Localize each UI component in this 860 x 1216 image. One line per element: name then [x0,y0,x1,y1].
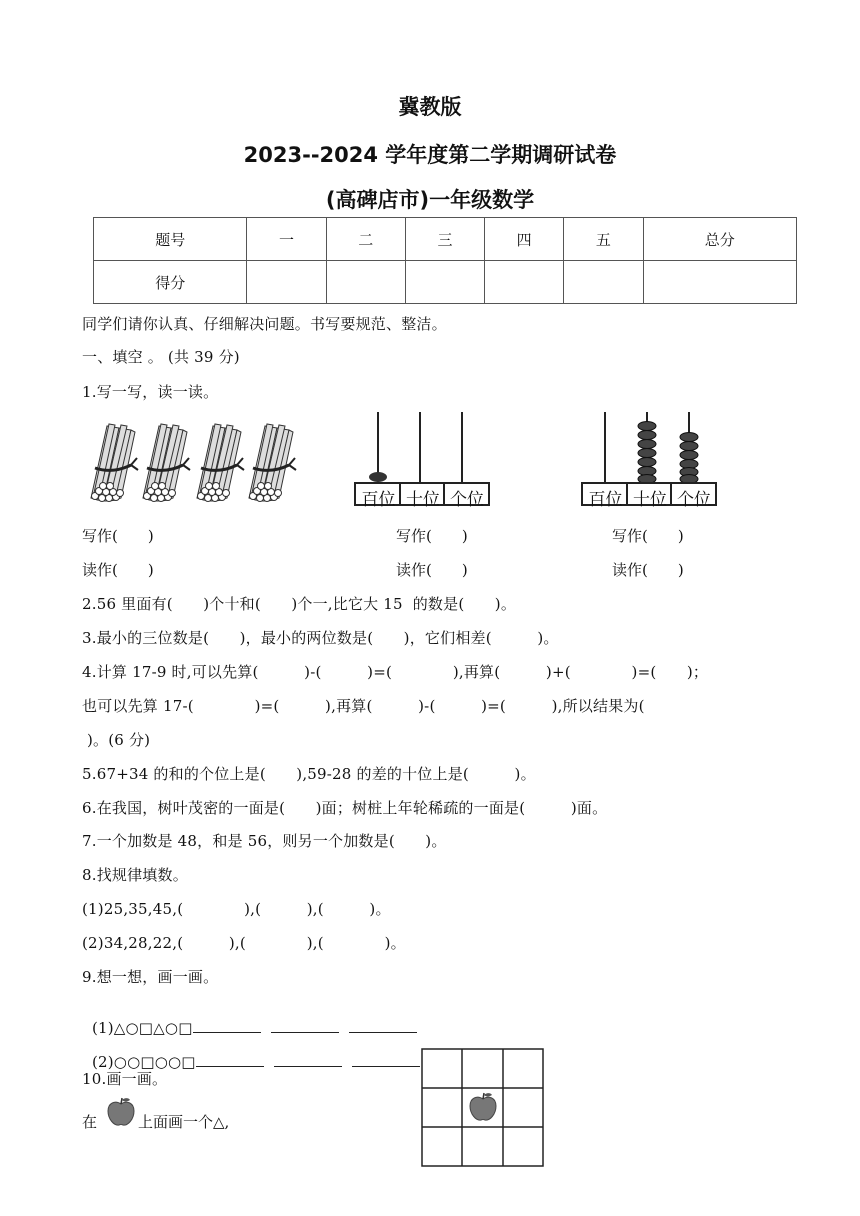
stick-bundle-icon [143,424,190,502]
question-9-2 [82,1034,430,1071]
answer-blank[interactable] [271,1018,339,1033]
stick-bundles-image [85,420,300,510]
answer-blank[interactable] [274,1052,342,1067]
stick-bundle-icon [249,424,296,502]
abacus-1-label-tens: 十位 [406,490,440,510]
score-table-cell: 一 [247,218,326,261]
stick-bundle-icon [197,424,244,502]
question-9: 9.想一想，画一画。 [82,968,219,986]
abacus-2-label-hundreds: 百位 [588,490,623,510]
score-input-cell[interactable] [564,261,643,304]
score-table-cell: 四 [485,218,564,261]
question-5: 5.67+34 的和的个位上是( ),59-28 的差的十位上是( )。 [82,765,536,783]
drawing-grid[interactable] [420,1047,546,1169]
subject-title: (高碑店市)一年级数学 [325,188,535,212]
score-input-cell[interactable] [485,261,564,304]
score-table [93,217,797,304]
abacus-2-label-ones: 个位 [677,490,711,510]
question-7: 7.一个加数是 48，和是 56，则另一个加数是( )。 [82,832,447,850]
question-8-2: (2)34,28,22,( ),( ),( )。 [82,934,406,952]
instruction-text: 同学们请你认真、仔细解决问题。书写要规范、整洁。 [82,315,447,333]
stick-bundle-icon [91,424,138,502]
q1-write-2: 写作( ) [396,527,468,545]
abacus-2-label-tens: 十位 [633,490,667,510]
abacus-1-label-hundreds: 百位 [361,490,396,510]
question-2: 2.56 里面有( )个十和( )个一,比它大 15 的数是( )。 [82,595,517,613]
pattern-1-text: (1)△○□△○□ [91,1019,193,1037]
score-table-cell: 题号 [94,218,247,261]
question-9-1 [82,1000,427,1037]
score-table-header-row [94,218,797,261]
q10-text-before: 在 [82,1113,98,1131]
q1-read-3: 读作( ) [612,561,684,579]
score-table-cell: 二 [326,218,405,261]
section1-title: 一、填空 。 (共 39 分) [82,348,240,366]
q1-read-1: 读作( ) [82,561,154,579]
score-table-cell: 五 [564,218,643,261]
score-table-score-row [94,261,797,304]
answer-blank[interactable] [352,1052,420,1067]
question-3: 3.最小的三位数是( )，最小的两位数是( )，它们相差( )。 [82,629,559,647]
answer-blank[interactable] [193,1018,261,1033]
q10-text-after: 上面画一个△, [138,1113,230,1131]
score-table-cell: 总分 [643,218,796,261]
score-input-cell[interactable] [326,261,405,304]
question-4-line-1: 4.计算 17-9 时,可以先算( )-( )=( ),再算( )+( )=( )； [82,663,709,681]
exam-title: 2023--2024 学年度第二学期调研试卷 [243,143,617,167]
answer-blank[interactable] [349,1018,417,1033]
question-10: 10.画一画。 [82,1070,168,1088]
question-8-1: (1)25,35,45,( ),( ),( )。 [82,900,391,918]
score-input-cell[interactable] [405,261,484,304]
score-input-cell[interactable] [643,261,796,304]
apple-icon [106,1096,136,1128]
score-table-cell: 三 [405,218,484,261]
answer-blank[interactable] [196,1052,264,1067]
edition-title: 冀教版 [398,95,462,119]
q1-write-1: 写作( ) [82,527,154,545]
q1-write-3: 写作( ) [612,527,684,545]
q1-read-2: 读作( ) [396,561,468,579]
question-4-line-3: )。(6 分) [82,731,151,749]
question-1: 1.写一写，读一读。 [82,383,219,401]
pattern-2-text: (2)○○□○○□ [91,1053,196,1071]
score-table-cell: 得分 [94,261,247,304]
question-6: 6.在我国，树叶茂密的一面是( )面；树桩上年轮稀疏的一面是( )面。 [82,799,608,817]
abacus-1-label-ones: 个位 [450,490,484,510]
question-8: 8.找规律填数。 [82,866,188,884]
score-input-cell[interactable] [247,261,326,304]
question-4-line-2: 也可以先算 17-( )=( ),再算( )-( )=( ),所以结果为( [82,697,645,715]
